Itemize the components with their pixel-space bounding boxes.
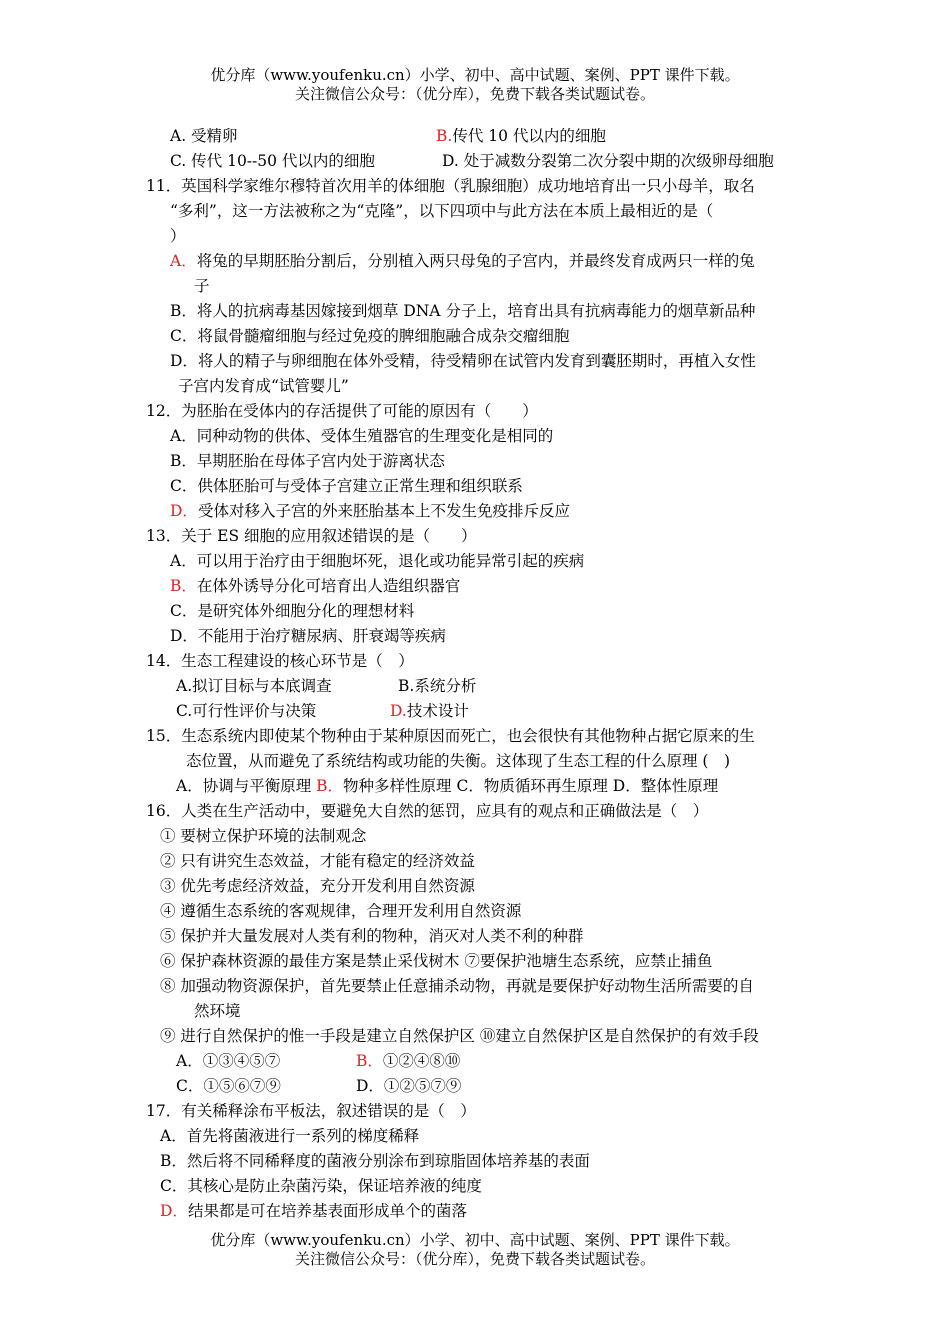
q10-option-d: D. 处于减数分裂第二次分裂中期的次级卵母细胞 bbox=[442, 152, 774, 170]
q17-stem: 17．有关稀释涂布平板法，叙述错误的是（ ） bbox=[146, 1102, 476, 1120]
answer-letter: B． bbox=[356, 1052, 383, 1070]
q16-stem: 16．人类在生产活动中，要避免大自然的惩罚，应具有的观点和正确做法是（ ） bbox=[146, 802, 709, 820]
q16-item-8: ⑧ 加强动物资源保护，首先要禁止任意捕杀动物，再就是要保护好动物生活所需要的自 bbox=[160, 977, 754, 995]
answer-letter: A． bbox=[170, 252, 197, 270]
q13-stem: 13．关于 ES 细胞的应用叙述错误的是（ ） bbox=[146, 527, 477, 545]
header-line-1: 优分库（www.youfenku.cn）小学、初中、高中试题、案例、PPT 课件下载。 bbox=[210, 66, 740, 84]
q16-option-a: A．①③④⑤⑦ bbox=[176, 1052, 281, 1070]
option-text: 传代 10 代以内的细胞 bbox=[452, 127, 606, 145]
answer-letter: D． bbox=[160, 1202, 188, 1220]
q17-option-a: A．首先将菌液进行一系列的梯度稀释 bbox=[160, 1127, 420, 1145]
option-text: 在体外诱导分化可培育出人造组织器官 bbox=[196, 577, 461, 595]
answer-letter: D. bbox=[390, 702, 407, 720]
q11-option-d-cont: 子宫内发育成“试管婴儿” bbox=[178, 377, 349, 395]
q11-option-b: B．将人的抗病毒基因嫁接到烟草 DNA 分子上，培育出具有抗病毒能力的烟草新品种 bbox=[170, 302, 756, 320]
q12-option-c: C．供体胚胎可与受体子宫建立正常生理和组织联系 bbox=[170, 477, 523, 495]
option-text: 技术设计 bbox=[406, 702, 469, 720]
q11-option-a bbox=[170, 250, 755, 272]
q16-item-8-cont: 然环境 bbox=[194, 1002, 241, 1020]
q14-option-a: A.拟订目标与本底调查 bbox=[176, 677, 332, 695]
q16-item-2: ② 只有讲究生态效益，才能有稳定的经济效益 bbox=[160, 852, 475, 870]
q14-option-b: B.系统分析 bbox=[398, 677, 477, 695]
q17-option-b: B．然后将不同稀释度的菌液分别涂布到琼脂固体培养基的表面 bbox=[160, 1152, 590, 1170]
q15-stem-1: 15．生态系统内即使某个物种由于某种原因而死亡，也会很快有其他物种占据它原来的生 bbox=[146, 727, 755, 745]
q16-item-3: ③ 优先考虑经济效益，充分开发利用自然资源 bbox=[160, 877, 475, 895]
q16-item-9-10: ⑨ 进行自然保护的惟一手段是建立自然保护区 ⑩建立自然保护区是自然保护的有效手段 bbox=[160, 1027, 759, 1045]
answer-letter: B. bbox=[436, 127, 453, 145]
q15-option-b: 物种多样性原理 bbox=[343, 777, 452, 795]
answer-letter: B． bbox=[170, 577, 197, 595]
option-text: 受体对移入子宫的外来胚胎基本上不发生免疫排斥反应 bbox=[197, 502, 570, 520]
q11-option-c: C．将鼠骨髓瘤细胞与经过免疫的脾细胞融合成杂交瘤细胞 bbox=[170, 327, 570, 345]
q11-option-a-cont: 子 bbox=[194, 277, 210, 295]
answer-letter: B． bbox=[316, 777, 344, 795]
q11-stem-3: ） bbox=[170, 227, 186, 245]
option-text: 结果都是可在培养基表面形成单个的菌落 bbox=[187, 1202, 467, 1220]
header-line-2: 关注微信公众号：（优分库），免费下载各类试题试卷。 bbox=[294, 85, 655, 103]
q11-stem-1: 11．英国科学家维尔穆特首次用羊的体细胞（乳腺细胞）成功地培育出一只小母羊，取名 bbox=[146, 177, 755, 195]
q15-options bbox=[176, 775, 718, 797]
q13-option-c: C．是研究体外细胞分化的理想材料 bbox=[170, 602, 415, 620]
q15-stem-2: 态位置，从而避免了系统结构或功能的失衡。这体现了生态工程的什么原理 ( ) bbox=[186, 752, 731, 770]
q10-option-b bbox=[436, 125, 606, 147]
q10-option-a: A. 受精卵 bbox=[170, 127, 238, 145]
q14-stem: 14．生态工程建设的核心环节是（ ） bbox=[146, 652, 414, 670]
answer-letter: D． bbox=[170, 502, 198, 520]
q13-option-a: A．可以用于治疗由于细胞坏死，退化或功能异常引起的疾病 bbox=[170, 552, 585, 570]
q16-item-4: ④ 遵循生态系统的客观规律，合理开发利用自然资源 bbox=[160, 902, 522, 920]
q16-item-5: ⑤ 保护并大量发展对人类有利的物种，消灭对人类不利的种群 bbox=[160, 927, 584, 945]
q15-option-d: D．整体性原理 bbox=[612, 777, 719, 795]
q13-option-b bbox=[170, 575, 460, 597]
q12-option-d bbox=[170, 500, 570, 522]
q17-option-c: C．其核心是防止杂菌污染，保证培养液的纯度 bbox=[160, 1177, 482, 1195]
q16-option-b bbox=[356, 1050, 460, 1072]
q11-stem-2: “多利”，这一方法被称之为“克隆”，以下四项中与此方法在本质上最相近的是（ bbox=[170, 202, 714, 220]
q14-option-c: C.可行性评价与决策 bbox=[176, 702, 317, 720]
footer-line-2: 关注微信公众号：（优分库），免费下载各类试题试卷。 bbox=[294, 1250, 655, 1268]
q15-option-a: A．协调与平衡原理 bbox=[176, 777, 312, 795]
q16-option-c: C．①⑤⑥⑦⑨ bbox=[176, 1077, 281, 1095]
q17-option-d bbox=[160, 1200, 467, 1222]
q16-item-1: ① 要树立保护环境的法制观念 bbox=[160, 827, 367, 845]
option-text: 将兔的早期胚胎分割后，分别植入两只母兔的子宫内，并最终发育成两只一样的兔 bbox=[196, 252, 755, 270]
footer-line-1: 优分库（www.youfenku.cn）小学、初中、高中试题、案例、PPT 课件下载。 bbox=[210, 1231, 740, 1249]
q13-option-d: D．不能用于治疗糖尿病、肝衰竭等疾病 bbox=[170, 627, 446, 645]
q12-option-b: B．早期胚胎在母体子宫内处于游离状态 bbox=[170, 452, 445, 470]
q14-option-d bbox=[390, 700, 469, 722]
q16-option-d: D．①②⑤⑦⑨ bbox=[356, 1077, 462, 1095]
q12-option-a: A．同种动物的供体、受体生殖器官的生理变化是相同的 bbox=[170, 427, 554, 445]
q15-option-c: C．物质循环再生原理 bbox=[456, 777, 608, 795]
q11-option-d: D．将人的精子与卵细胞在体外受精，待受精卵在试管内发育到囊胚期时，再植入女性 bbox=[170, 352, 756, 370]
option-text: ①②④⑧⑩ bbox=[382, 1052, 461, 1070]
q16-item-6-7: ⑥ 保护森林资源的最佳方案是禁止采伐树木 ⑦要保护池塘生态系统，应禁止捕鱼 bbox=[160, 952, 713, 970]
q12-stem: 12．为胚胎在受体内的存活提供了可能的原因有（ ） bbox=[146, 402, 538, 420]
q10-option-c: C. 传代 10--50 代以内的细胞 bbox=[170, 152, 375, 170]
